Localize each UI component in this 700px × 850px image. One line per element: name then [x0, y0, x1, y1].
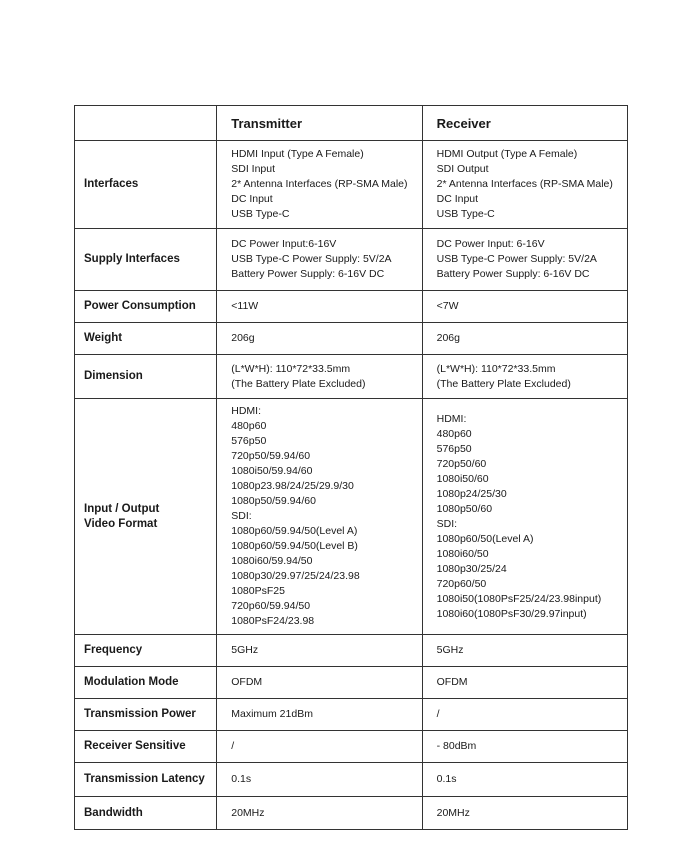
- table-row: [75, 399, 628, 635]
- row-label: [75, 699, 217, 731]
- transmitter-value-line: 1080p30/29.97/25/24/23.98: [231, 570, 360, 582]
- transmitter-value-line: SDI Input: [231, 163, 276, 175]
- table-row: [75, 635, 628, 667]
- receiver-value-line: - 80dBm: [436, 740, 477, 752]
- transmitter-value: [217, 291, 422, 323]
- row-label-line: Power Consumption: [84, 300, 196, 312]
- transmitter-value-line: 1080p23.98/24/25/29.9/30: [231, 480, 354, 492]
- transmitter-value-line: 206g: [231, 332, 255, 344]
- row-label: [75, 141, 217, 229]
- table-row: [75, 141, 628, 229]
- transmitter-value: [217, 399, 422, 635]
- transmitter-value-line: 1080p60/59.94/50(Level A): [231, 525, 358, 537]
- transmitter-value: [217, 323, 422, 355]
- row-label: [75, 731, 217, 763]
- header-empty-cell: [75, 106, 217, 141]
- receiver-value: [422, 399, 627, 635]
- receiver-value: [422, 323, 627, 355]
- transmitter-value-line: HDMI:: [231, 405, 261, 417]
- table-row: [75, 763, 628, 797]
- table-row: [75, 667, 628, 699]
- row-label: [75, 291, 217, 323]
- row-label: [75, 355, 217, 399]
- transmitter-value-line: 1080PsF24/23.98: [231, 615, 315, 627]
- receiver-value-line: (L*W*H): 110*72*33.5mm: [436, 362, 556, 375]
- receiver-value-line: DC Power Input: 6-16V: [436, 238, 545, 250]
- receiver-value-line: <7W: [436, 300, 459, 312]
- transmitter-value-line: Maximum 21dBm: [231, 708, 313, 720]
- table-row: [75, 323, 628, 355]
- transmitter-value-line: /: [231, 740, 235, 752]
- transmitter-value-line: OFDM: [231, 676, 263, 688]
- row-label: [75, 763, 217, 797]
- transmitter-value-line: <11W: [231, 300, 259, 312]
- receiver-value-line: 5GHz: [436, 644, 464, 656]
- transmitter-value-line: 2* Antenna Interfaces (RP-SMA Male): [231, 178, 408, 190]
- spec-table-body: [75, 106, 628, 830]
- receiver-value-line: 0.1s: [436, 773, 457, 785]
- transmitter-value-line: (L*W*H): 110*72*33.5mm: [231, 362, 351, 375]
- row-label-line: Input / Output: [84, 502, 160, 515]
- row-label-line: Transmission Latency: [84, 773, 205, 785]
- receiver-value: [422, 699, 627, 731]
- table-row: [75, 797, 628, 830]
- receiver-value: [422, 667, 627, 699]
- table-row: [75, 699, 628, 731]
- transmitter-value: [217, 797, 422, 830]
- transmitter-value-line: Battery Power Supply: 6-16V DC: [231, 268, 385, 280]
- table-row: [75, 229, 628, 291]
- transmitter-value: [217, 229, 422, 291]
- receiver-value-line: 1080p50/60: [436, 502, 493, 515]
- receiver-value-line: 1080i60(1080PsF30/29.97input): [436, 607, 587, 620]
- transmitter-value-line: 1080i50/59.94/60: [231, 465, 313, 477]
- row-label-line: Dimension: [84, 370, 143, 382]
- receiver-value: [422, 229, 627, 291]
- row-label-line: Interfaces: [84, 178, 139, 190]
- transmitter-value-line: DC Input: [231, 193, 273, 205]
- receiver-value: [422, 355, 627, 399]
- transmitter-value: [217, 141, 422, 229]
- receiver-value-line: OFDM: [436, 676, 468, 688]
- receiver-value: [422, 635, 627, 667]
- table-row: [75, 291, 628, 323]
- row-label-line: Frequency: [84, 644, 143, 656]
- row-label: [75, 667, 217, 699]
- receiver-value: [422, 141, 627, 229]
- receiver-value-line: 1080p24/25/30: [436, 487, 507, 500]
- transmitter-value: [217, 763, 422, 797]
- row-label: [75, 229, 217, 291]
- transmitter-value-line: 5GHz: [231, 644, 259, 656]
- receiver-value: [422, 797, 627, 830]
- transmitter-value-line: 1080p60/59.94/50(Level B): [231, 540, 358, 552]
- row-label-line: Weight: [84, 332, 123, 344]
- transmitter-value-line: SDI:: [231, 510, 252, 522]
- transmitter-value-line: DC Power Input:6-16V: [231, 238, 337, 250]
- transmitter-value-line: USB Type-C Power Supply: 5V/2A: [231, 253, 392, 265]
- transmitter-value-line: 20MHz: [231, 806, 265, 819]
- receiver-value-line: 1080i50(1080PsF25/24/23.98input): [436, 592, 602, 605]
- row-label-line: Receiver Sensitive: [84, 740, 186, 752]
- row-label-line: Transmission Power: [84, 708, 196, 720]
- transmitter-value: [217, 355, 422, 399]
- transmitter-value-line: USB Type-C: [231, 208, 290, 220]
- transmitter-value: [217, 635, 422, 667]
- receiver-value-line: /: [436, 708, 440, 720]
- transmitter-value-line: 480p60: [231, 420, 267, 432]
- receiver-value-line: USB Type-C: [436, 208, 495, 220]
- row-label: [75, 399, 217, 635]
- receiver-value-line: 1080p30/25/24: [436, 562, 507, 575]
- transmitter-value-line: 0.1s: [231, 773, 252, 785]
- transmitter-value-line: 720p60/59.94/50: [231, 600, 311, 612]
- receiver-value-line: 1080p60/50(Level A): [436, 532, 534, 545]
- receiver-value-line: HDMI Output (Type A Female): [436, 148, 578, 160]
- table-row: [75, 355, 628, 399]
- table-row: [75, 731, 628, 763]
- transmitter-value-line: HDMI Input (Type A Female): [231, 148, 364, 160]
- receiver-value-line: 1080i50/60: [436, 472, 489, 485]
- transmitter-value-line: 1080PsF25: [231, 585, 285, 597]
- spec-table: [74, 105, 628, 830]
- receiver-value-line: DC Input: [436, 193, 479, 205]
- receiver-value: [422, 291, 627, 323]
- receiver-value-line: Battery Power Supply: 6-16V DC: [436, 268, 590, 280]
- receiver-value-line: 720p60/50: [436, 577, 487, 590]
- transmitter-value-line: 1080i60/59.94/50: [231, 555, 313, 567]
- transmitter-value-line: 720p50/59.94/60: [231, 450, 311, 462]
- receiver-value-line: SDI:: [436, 517, 458, 530]
- row-label-line: Modulation Mode: [84, 676, 179, 688]
- receiver-value-line: 576p50: [436, 442, 472, 455]
- row-label-line: Bandwidth: [84, 806, 143, 819]
- transmitter-value-line: 576p50: [231, 435, 267, 447]
- transmitter-value-line: 1080p50/59.94/60: [231, 495, 316, 507]
- receiver-value-line: SDI Output: [436, 163, 489, 175]
- transmitter-value: [217, 731, 422, 763]
- receiver-value: [422, 731, 627, 763]
- receiver-value-line: 1080i60/50: [436, 547, 489, 560]
- row-label-line: Supply Interfaces: [84, 253, 180, 265]
- receiver-value-line: 720p50/60: [436, 457, 487, 470]
- receiver-value: [422, 763, 627, 797]
- row-label: [75, 323, 217, 355]
- transmitter-value: [217, 699, 422, 731]
- row-label-line: Video Format: [84, 517, 158, 530]
- transmitter-value: [217, 667, 422, 699]
- receiver-value-line: (The Battery Plate Excluded): [436, 377, 571, 390]
- receiver-value-line: 480p60: [436, 427, 472, 440]
- receiver-value-line: 2* Antenna Interfaces (RP-SMA Male): [436, 178, 613, 190]
- receiver-value-line: USB Type-C Power Supply: 5V/2A: [436, 253, 597, 265]
- row-label: [75, 635, 217, 667]
- receiver-value-line: HDMI:: [436, 412, 467, 425]
- table-header-row: [75, 106, 628, 141]
- receiver-value-line: 206g: [436, 332, 460, 344]
- row-label: [75, 797, 217, 830]
- header-receiver: Receiver: [422, 106, 627, 141]
- transmitter-value-line: (The Battery Plate Excluded): [231, 377, 366, 390]
- header-transmitter: Transmitter: [217, 106, 422, 141]
- receiver-value-line: 20MHz: [436, 806, 470, 819]
